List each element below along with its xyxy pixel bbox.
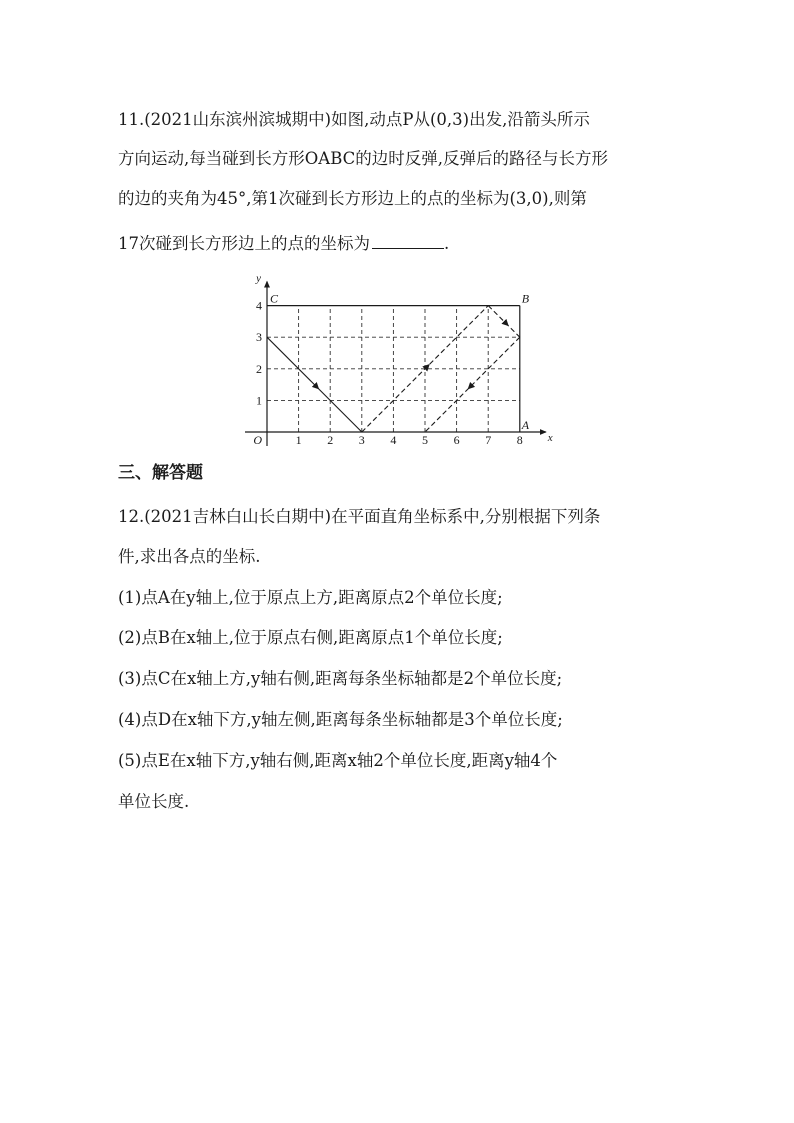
- corner-label-a: A: [521, 418, 530, 432]
- coordinate-figure: [240, 260, 560, 450]
- y-tick-label-1: 1: [256, 393, 262, 408]
- q11-line-4: [118, 232, 449, 256]
- first-path-segment-0: [267, 337, 362, 432]
- q12-part-1: (1)点A在y轴上,位于原点上方,距离原点2个单位长度;: [118, 588, 503, 607]
- y-tick-label-3: 3: [256, 330, 262, 345]
- q11-line-3: 的边的夹角为45°,第1次碰到长方形边上的点的坐标为(3,0),则第: [118, 189, 587, 208]
- y-axis-label: y: [256, 272, 261, 285]
- q11-line-4-text: 17次碰到长方形边上的点的坐标为: [118, 234, 370, 253]
- x-tick-label-2: 2: [327, 433, 334, 447]
- x-tick-label-5: 5: [422, 433, 428, 447]
- reflected-path-segment-1: [488, 306, 520, 338]
- q12-part-3: (3)点C在x轴上方,y轴右侧,距离每条坐标轴都是2个单位长度;: [118, 669, 563, 688]
- x-tick-label-6: 6: [453, 433, 460, 447]
- reflected-path-segment-2: [425, 337, 520, 432]
- y-tick-label-2: 2: [256, 361, 262, 376]
- grid-lines: [267, 306, 520, 432]
- q12-part-4: (4)点D在x轴下方,y轴左侧,距离每条坐标轴都是3个单位长度;: [118, 710, 563, 729]
- corner-label-b: B: [521, 291, 530, 306]
- q12-line-1: 12.(2021吉林白山长白期中)在平面直角坐标系中,分别根据下列条: [118, 507, 601, 526]
- q12-part-5b: 单位长度.: [118, 792, 190, 811]
- q12-line-2: 件,求出各点的坐标.: [118, 547, 261, 566]
- x-tick-label-4: 4: [390, 433, 397, 447]
- section-3-title: 三、解答题: [118, 463, 203, 483]
- y-tick-label-4: 4: [256, 298, 262, 313]
- corner-label-c: C: [270, 291, 279, 306]
- answer-blank[interactable]: [372, 232, 444, 249]
- axes: [245, 282, 546, 446]
- origin-label: O: [253, 433, 262, 447]
- x-tick-label-7: 7: [485, 433, 492, 447]
- x-tick-label-8: 8: [516, 433, 523, 447]
- x-axis-label: x: [547, 432, 553, 444]
- q11-line-4-end: .: [444, 234, 450, 253]
- x-tick-label-1: 1: [295, 433, 302, 447]
- x-tick-label-3: 3: [358, 433, 365, 447]
- q12-part-5a: (5)点E在x轴下方,y轴右侧,距离x轴2个单位长度,距离y轴4个: [118, 751, 558, 770]
- q12-part-2: (2)点B在x轴上,位于原点右侧,距离原点1个单位长度;: [118, 628, 503, 647]
- q11-line-1: 11.(2021山东滨州滨城期中)如图,动点P从(0,3)出发,沿箭头所示: [118, 110, 590, 129]
- q11-line-2: 方向运动,每当碰到长方形OABC的边时反弹,反弹后的路径与长方形: [118, 149, 608, 168]
